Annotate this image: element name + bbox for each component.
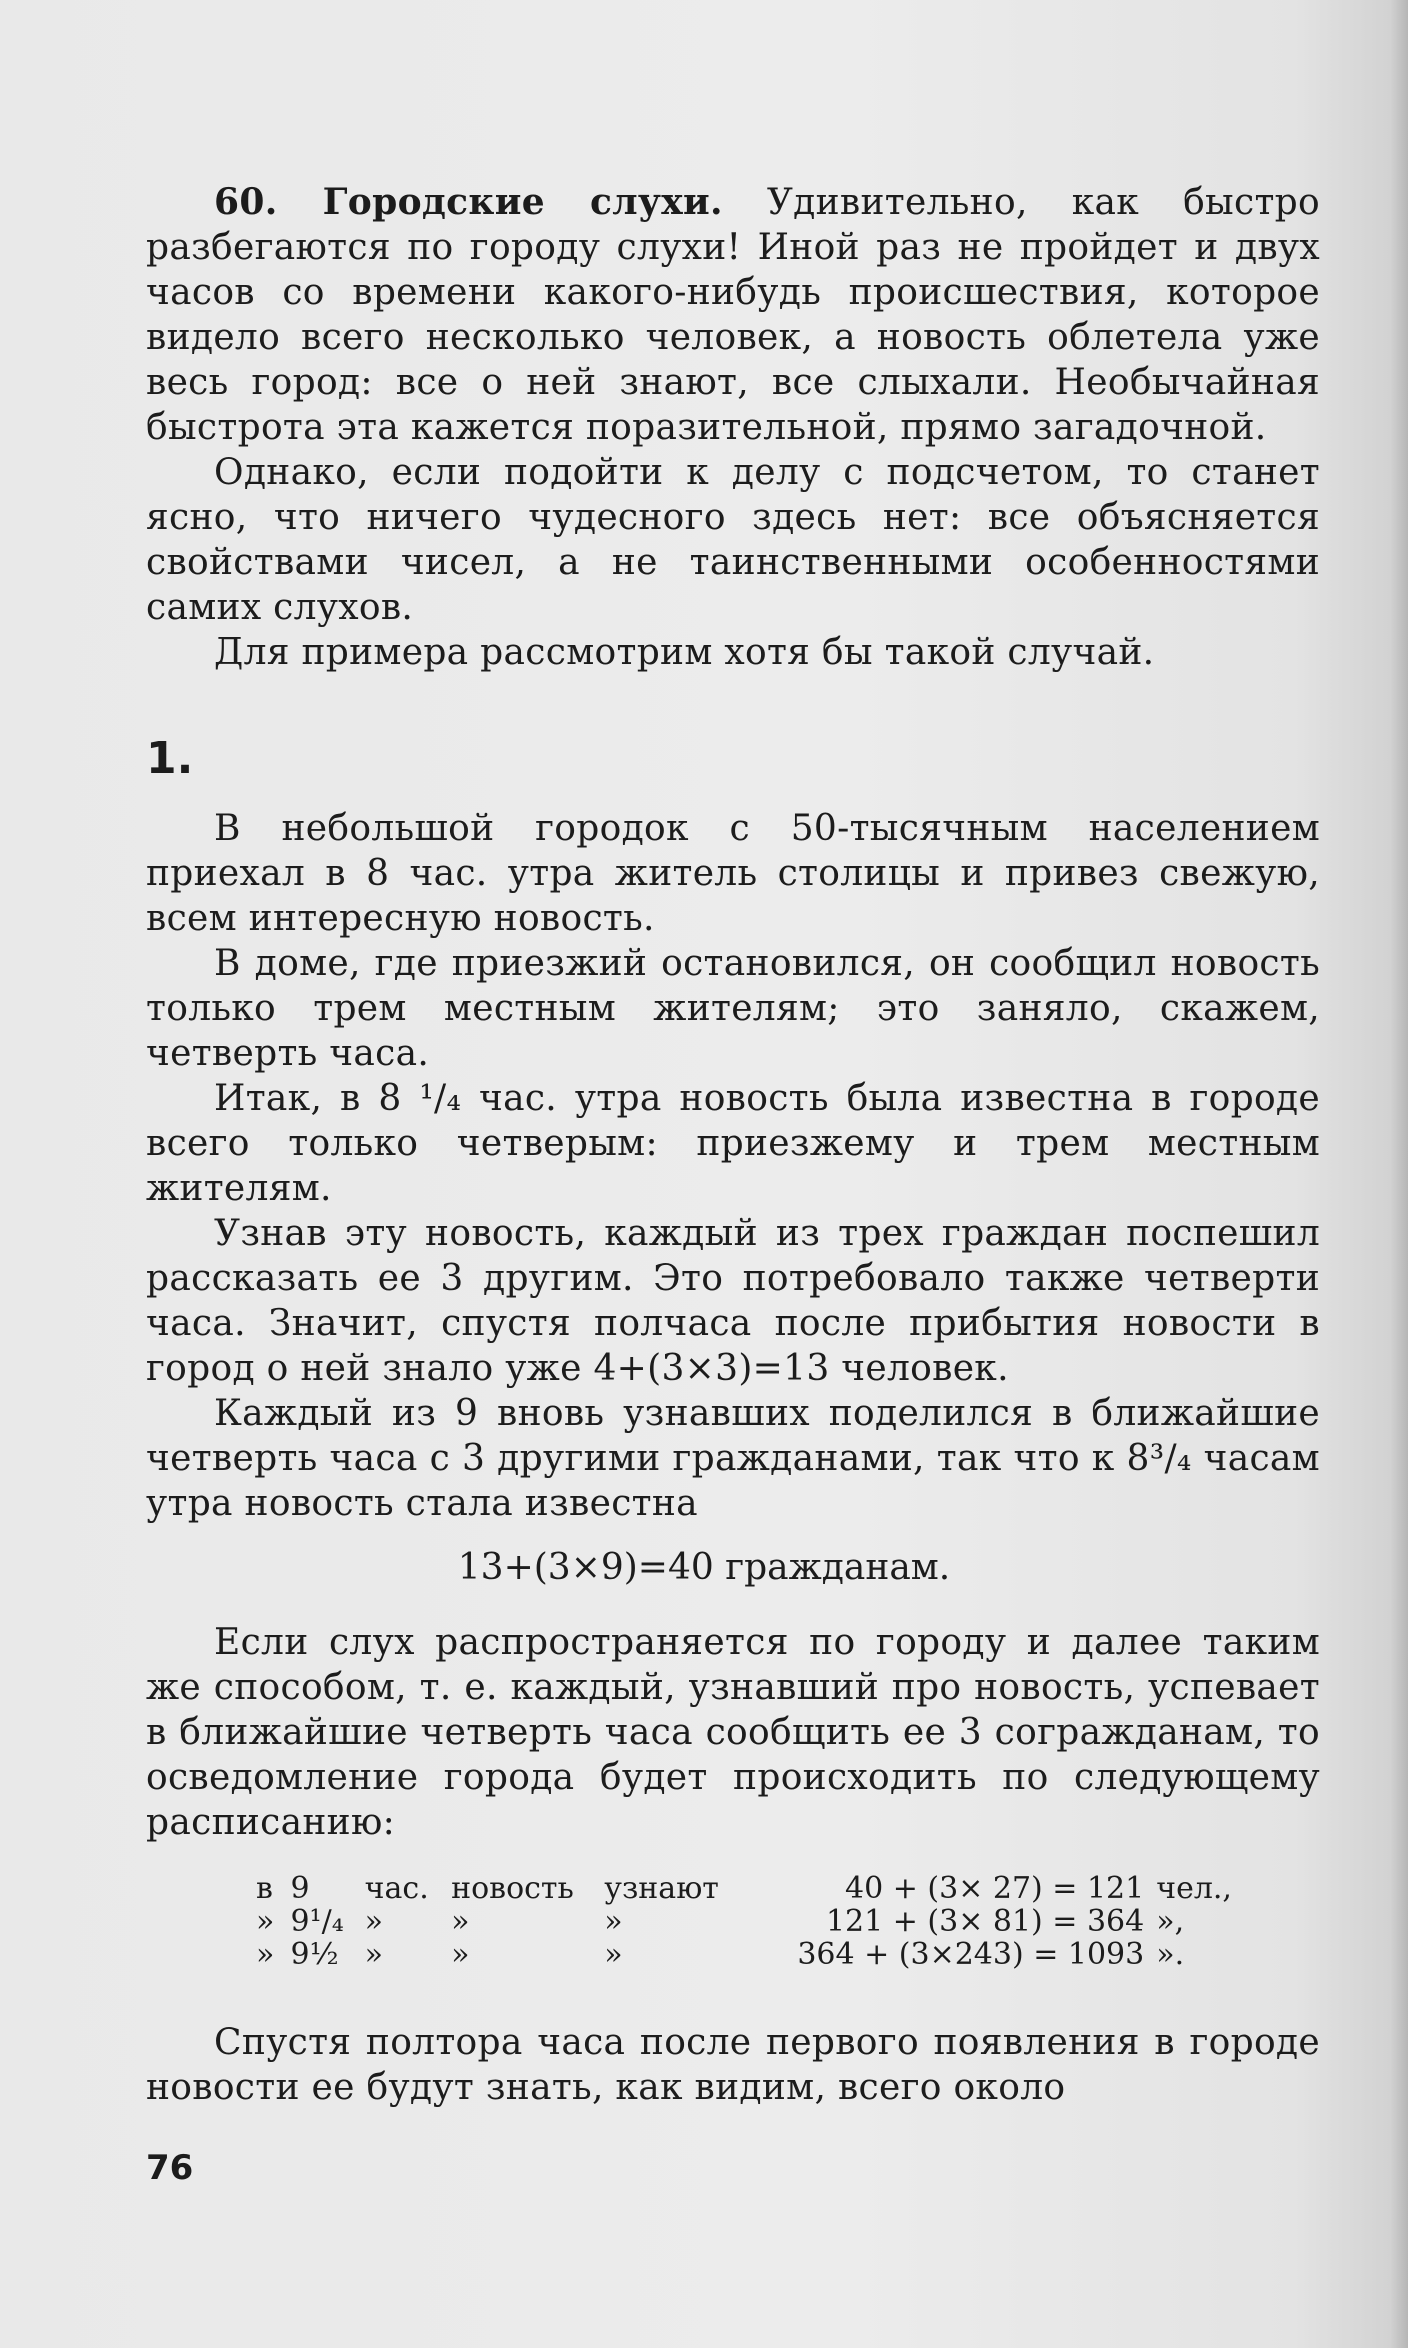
paragraph: Итак, в 8 ¹/₄ час. утра новость была известна в городе всего только четверым: приезжему и трем местным жителям.: [146, 1078, 1320, 1209]
schedule-row: [250, 1938, 1250, 1971]
closing-text-block: [146, 2020, 1320, 2110]
schedule-unit: час.: [364, 1871, 429, 1906]
schedule-what: »: [451, 1937, 470, 1972]
paragraph: Каждый из 9 вновь узнавших поделился в ближайшие четверть часа с 3 другими гражданами, так что к 8³/₄ часам утра новость стала известна: [146, 1393, 1320, 1524]
schedule-unit: »: [364, 1904, 384, 1939]
schedule-suffix: ».: [1156, 1937, 1185, 1972]
schedule-time: 9¹/₄: [290, 1904, 344, 1939]
schedule-time: 9: [290, 1871, 310, 1906]
schedule-verb: узнают: [604, 1871, 719, 1906]
paragraph: Узнав эту новость, каждый из трех граждан поспешил рассказать ее 3 другим. Это потребовало также четверти часа. Значит, спустя полчаса после прибытия новости в город о ней знало уже 4+(3×3)=13 человек.: [146, 1213, 1320, 1389]
schedule-verb: »: [604, 1904, 623, 1939]
schedule-what: »: [451, 1904, 470, 1939]
schedule-intro-block: [146, 1620, 1320, 1845]
schedule-suffix: чел.,: [1156, 1871, 1232, 1906]
page-number: 76: [146, 2148, 194, 2188]
schedule-what: новость: [451, 1871, 574, 1906]
schedule-table: [250, 1872, 1250, 1971]
schedule-unit: »: [364, 1937, 384, 1972]
paragraph: Спустя полтора часа после первого появления в городе новости ее будут знать, как видим, всего около: [146, 2022, 1320, 2108]
paragraph: Если слух распространяется по городу и далее таким же способом, т. е. каждый, узнавший про новость, успевает в ближайшие четверть часа сообщить ее 3 согражданам, то осведомление города будет происходить по следующему расписанию:: [146, 1622, 1320, 1843]
paragraph: Для примера рассмотрим хотя бы такой случай.: [214, 632, 1155, 673]
schedule-prep: в: [256, 1871, 273, 1906]
paragraph: В небольшой городок с 50-тысячным населением приехал в 8 час. утра житель столицы и привез свежую, всем интересную новость.: [146, 808, 1320, 939]
schedule-calc: 40 + (3× 27) = 121: [845, 1871, 1145, 1906]
paragraph: Однако, если подойти к делу с подсчетом, то станет ясно, что ничего чудесного здесь нет: все объясняется свойствами чисел, а не таинственными особенностями самих слухов.: [146, 452, 1320, 628]
intro-text-block: [146, 180, 1320, 675]
paragraph: В доме, где приезжий остановился, он сообщил новость только трем местным жителям; это заняло, скажем, четверть часа.: [146, 943, 1320, 1074]
schedule-calc: 121 + (3× 81) = 364: [825, 1904, 1145, 1939]
schedule-prep: »: [256, 1904, 275, 1939]
schedule-time: 9½: [290, 1937, 339, 1972]
schedule-verb: »: [604, 1937, 623, 1972]
schedule-row: [250, 1905, 1250, 1938]
section-number: 1.: [146, 733, 194, 784]
page-edge-shadow: [1390, 0, 1408, 2348]
schedule-suffix: »,: [1156, 1904, 1185, 1939]
paragraph: [146, 180, 1320, 450]
centered-formula: 13+(3×9)=40 гражданам.: [457, 1547, 951, 1588]
schedule-prep: »: [256, 1937, 275, 1972]
section-heading: 60. Городские слухи.: [214, 181, 723, 223]
story-text-block: [146, 806, 1320, 1526]
paragraph-text: Удивительно, как быстро разбегаются по городу слухи! Иной раз не пройдет и двух часов со времени какого-нибудь происшествия, которое видело всего несколько человек, а новость облетела уже весь город: все о ней знают, все слыхали. Необычайная быстрота эта кажется поразительной, прямо загадочной.: [146, 182, 1320, 448]
schedule-row: [250, 1872, 1250, 1905]
schedule-calc: 364 + (3×243) = 1093: [797, 1937, 1145, 1972]
